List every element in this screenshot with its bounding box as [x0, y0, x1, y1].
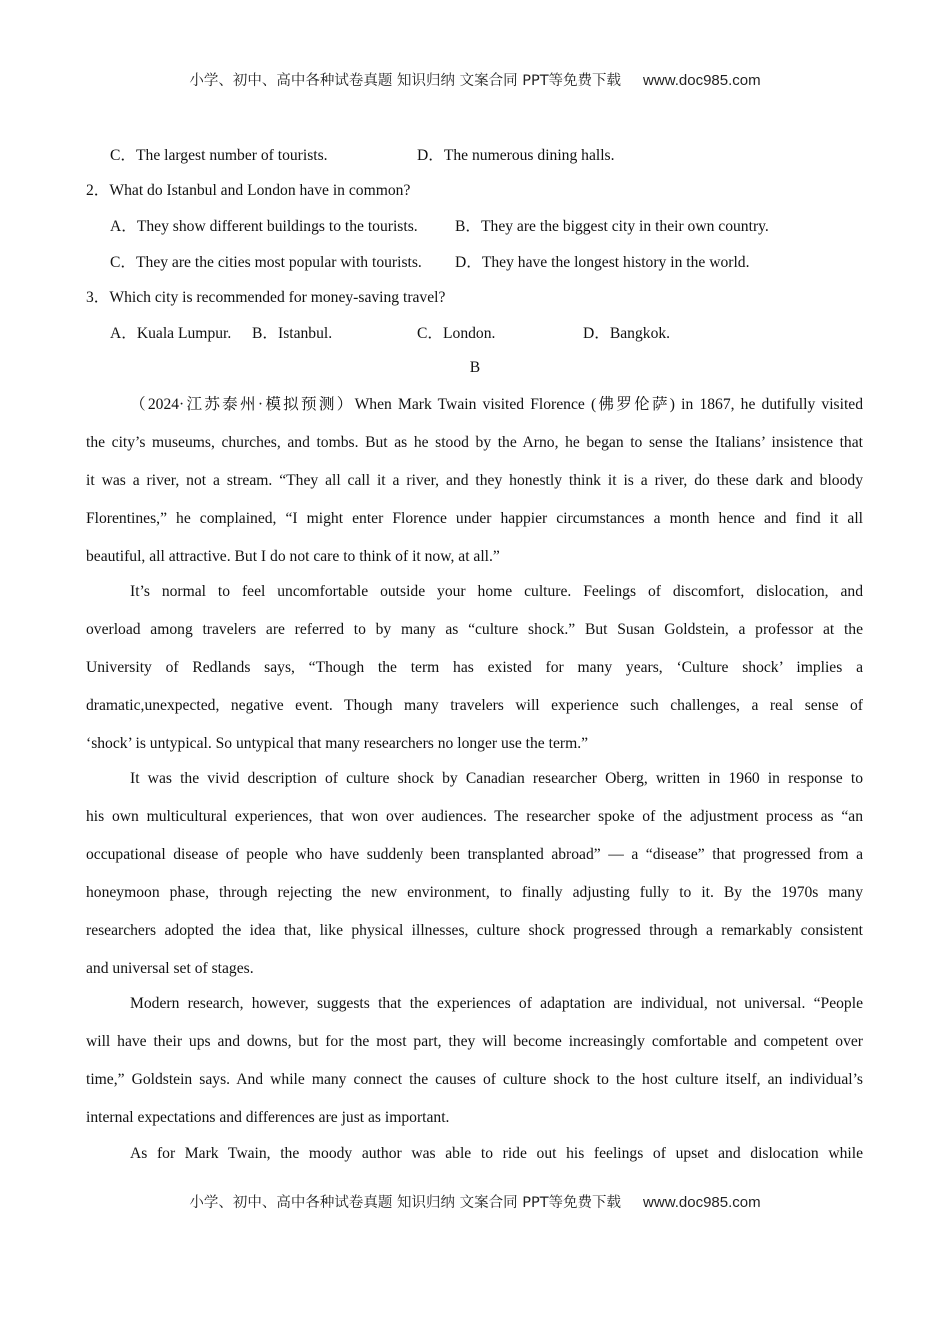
passage-line: internal expectations and differences are just as important.	[86, 1109, 450, 1126]
section-label: B	[469, 359, 481, 376]
passage-line: Modern research, however, suggests that the experiences of adaptation are individual, not universal. “People	[130, 995, 863, 1012]
header-text: 小学、初中、高中各种试卷真题 知识归纳 文案合同 PPT等免费下载	[189, 73, 622, 89]
passage-line: It was the vivid description of culture shock by Canadian researcher Oberg, written in 1960 in response to	[130, 770, 863, 787]
q1-option-c: C．The largest number of tourists.	[110, 147, 328, 164]
passage-line: As for Mark Twain, the moody author was able to ride out his feelings of upset and dislocation while	[130, 1145, 863, 1162]
passage-line: and universal set of stages.	[86, 960, 254, 977]
passage-line: the city’s museums, churches, and tombs. But as he stood by the Arno, he began to sense the Italians’ insistence that	[86, 434, 863, 451]
q3-option-b: B．Istanbul.	[252, 325, 333, 342]
passage-line: （2024·江苏泰州·模拟预测）When Mark Twain visited Florence (佛罗伦萨) in 1867, he dutifully visited	[130, 396, 863, 413]
passage-line: ‘shock’ is untypical. So untypical that many researchers no longer use the term.”	[86, 735, 589, 752]
page-footer	[0, 1191, 950, 1212]
q3-option-d: D．Bangkok.	[583, 325, 671, 342]
footer-site: www.doc985.com	[643, 1194, 761, 1211]
q1-option-d: D．The numerous dining halls.	[417, 147, 615, 164]
footer-text: 小学、初中、高中各种试卷真题 知识归纳 文案合同 PPT等免费下载	[189, 1195, 622, 1211]
q2-option-a: A．They show different buildings to the tourists.	[110, 218, 418, 235]
passage-line: time,” Goldstein says. And while many connect the causes of culture shock to the host culture itself, an individual’s	[86, 1071, 863, 1088]
passage-line: occupational disease of people who have suddenly been transplanted abroad” — a “disease” that progressed from a	[86, 846, 863, 863]
passage-line: overload among travelers are referred to by many as “culture shock.” But Susan Goldstein, a professor at the	[86, 621, 863, 638]
passage-line: his own multicultural experiences, that won over audiences. The researcher spoke of the adjustment process as “an	[86, 808, 863, 825]
q2-option-b: B．They are the biggest city in their own country.	[455, 218, 769, 235]
header-site: www.doc985.com	[643, 72, 761, 89]
passage-line: it was a river, not a stream. “They all call it a river, and they honestly think it is a river, do these dark and bloody	[86, 472, 863, 489]
passage-line: beautiful, all attractive. But I do not care to think of it now, at all.”	[86, 548, 500, 565]
passage-line: University of Redlands says, “Though the term has existed for many years, ‘Culture shock’ implies a	[86, 659, 863, 676]
passage-line: will have their ups and downs, but for the most part, they will become increasingly comfortable and competent over	[86, 1033, 863, 1050]
q2-option-c: C．They are the cities most popular with tourists.	[110, 254, 422, 271]
passage-line: It’s normal to feel uncomfortable outside your home culture. Feelings of discomfort, dislocation, and	[130, 583, 863, 600]
page-header	[0, 69, 950, 90]
q3-stem: 3．Which city is recommended for money-saving travel?	[86, 289, 446, 306]
passage-line: honeymoon phase, through rejecting the new environment, to finally adjusting fully to it. By the 1970s many	[86, 884, 863, 901]
passage-line: dramatic,unexpected, negative event. Though many travelers will experience such challenges, a real sense of	[86, 697, 863, 714]
q2-option-d: D．They have the longest history in the world.	[455, 254, 750, 271]
passage-line: researchers adopted the idea that, like physical illnesses, culture shock progressed through a remarkably consistent	[86, 922, 863, 939]
q2-stem: 2．What do Istanbul and London have in common?	[86, 182, 411, 199]
q3-option-c: C．London.	[417, 325, 496, 342]
q3-option-a: A．Kuala Lumpur.	[110, 325, 232, 342]
passage-line: Florentines,” he complained, “I might enter Florence under happier circumstances a month hence and find it all	[86, 510, 863, 527]
